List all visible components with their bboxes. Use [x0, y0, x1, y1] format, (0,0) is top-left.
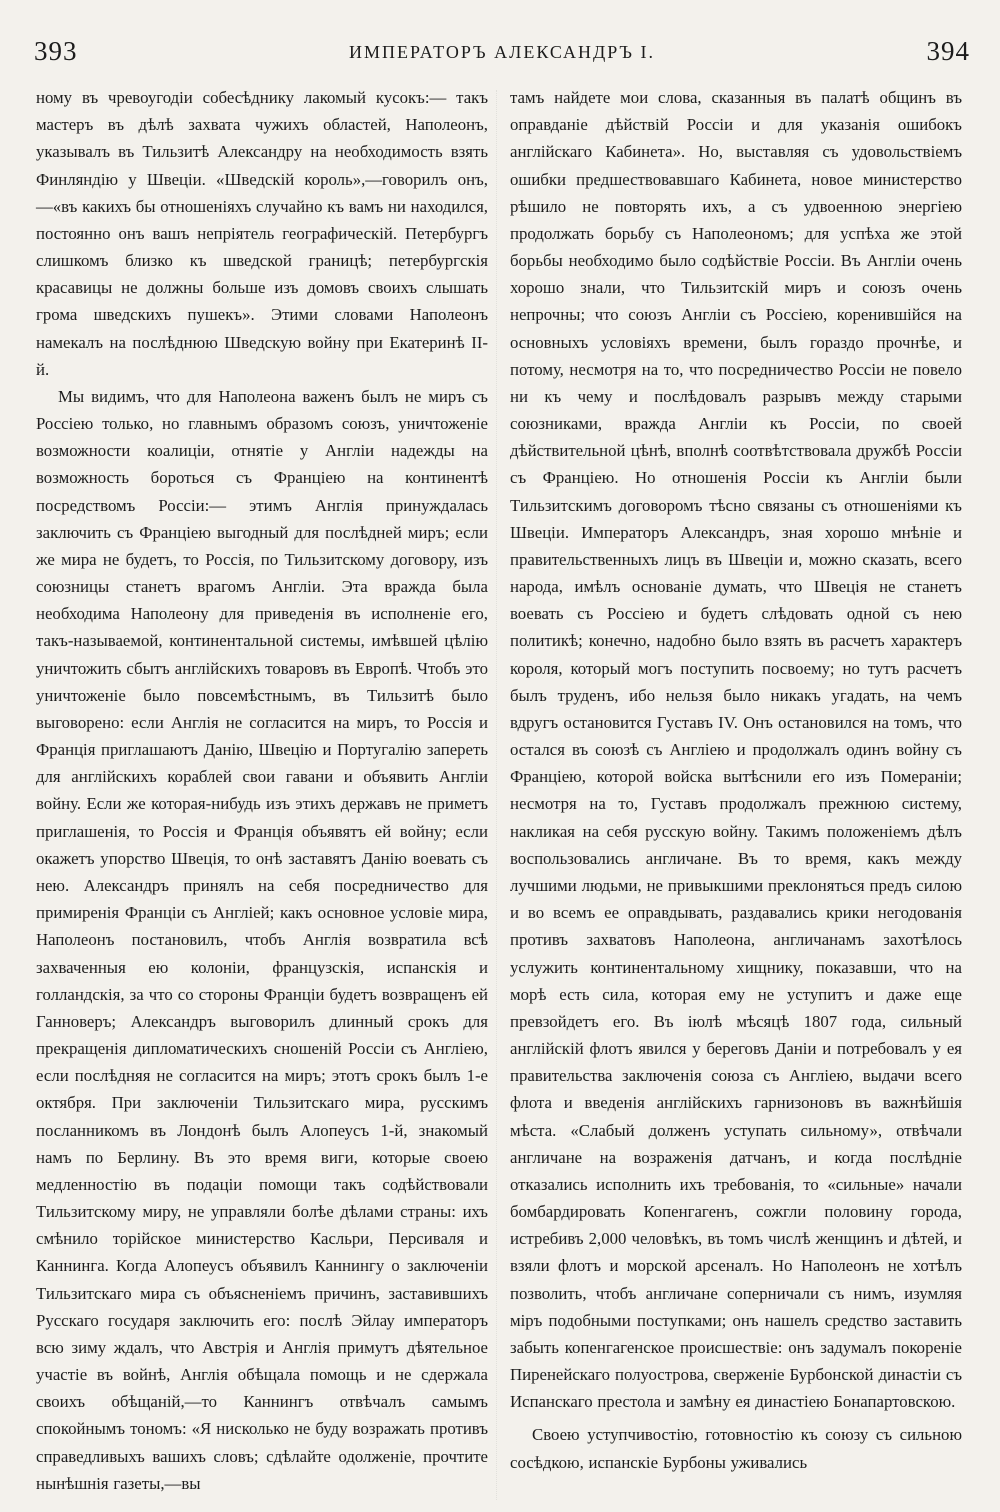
left-paragraph-2: Мы видимъ, что для Наполеона важенъ былъ не миръ съ Россіею только, но главнымъ образомъ союзъ, уничтоженіе возможности коалиціи, отнятіе у Англіи надежды на возможность бороться съ Франціею на континентѣ посредствомъ Россіи:— этимъ Англія принуждалась заключить съ Франціею выгодный для послѣдней миръ; если же мира не будетъ, то Россія, по Тильзитскому договору, изъ союзницы станетъ врагомъ Англіи. Эта вражда была необходима Наполеону для приведенія въ исполненіе его, такъ-называемой, континентальной системы, имѣвшей цѣлію уничтожить сбытъ англійскихъ товаровъ въ Европѣ. Чтобъ это уничтоженіе было повсемѣстнымъ, въ Тильзитѣ было выговорено: если Англія не согласится на миръ, то Россія и Франція приглашаютъ Данію, Швецію и Португалію запереть для англійскихъ кораблей свои гавани и объявить Англіи войну. Если же которая-нибудь изъ этихъ державъ не приметъ приглашенія, то Россія и Франція объявятъ ей войну; если окажетъ упорство Швеція, то онѣ заставятъ Данію воевать съ нею. Александръ принялъ на себя посредничество для примиренія Франціи съ Англіей; какъ основное условіе мира, Наполеонъ постановилъ, чтобъ Англія возвратила всѣ захваченныя ею колоніи, французскія, испанскія и голландскія, за что со стороны Франціи будетъ возвращенъ ей Ганноверъ; Александръ выговорилъ длинный срокъ для прекращенія дипломатическихъ сношеній Россіи съ Англіею, если послѣдняя не согласится на миръ; этотъ срокъ былъ 1-е октября. При заключеніи Тильзитскаго мира, русскимъ посланникомъ въ Лондонѣ былъ Алопеусъ 1-й, знакомый намъ по Берлину. Въ это время виги, которые своею медленностію въ подаціи помощи такъ содѣйствовали Тильзитскому миру, не управляли болѣе дѣлами страны: ихъ смѣнило торійское министерство Касльри, Персиваля и Каннинга. Когда Алопеусъ объявилъ Каннингу о заключеніи Тильзитскаго мира съ объясненіемъ причинъ, заставившихъ Русскаго государя заключить его: послѣ Эйлау императоръ всю зиму ждалъ, что Австрія и Англія примутъ дѣятельное участіе въ войнѣ, Англія обѣщала помощь и не сдержала своихъ обѣщаній,—то Каннингъ отвѣчалъ самымъ спокойнымъ тономъ: «Я нисколько не буду возражать противъ справедливыхъ вашихъ словъ; сдѣлайте одолженіе, прочтите нынѣшнія газеты,—вы [36, 386, 488, 1493]
page-header [34, 36, 970, 70]
left-paragraph-1: ному въ чревоугодіи собесѣднику лакомый кусокъ:— такъ мастеръ въ дѣлѣ захвата чужихъ областей, Наполеонъ, указывалъ въ Тильзитѣ Александру на необходимость взять Финляндію у Швеціи. «Шведскій король»,—говорилъ онъ,—«въ какихъ бы отношеніяхъ случайно къ вамъ ни находился, постоянно онъ вашъ непріятель географическій. Петербургъ слишкомъ близко къ шведской границѣ; петербургскія красавицы не должны больше изъ домовъ своихъ слышать грома шведскихъ пушекъ». Этими словами Наполеонъ намекалъ на послѣднюю Шведскую войну при Екатеринѣ II-й. [36, 88, 488, 379]
page-number-left: 393 [34, 36, 78, 66]
column-gutter [496, 90, 497, 1500]
left-column [36, 84, 488, 1497]
running-title: ИМПЕРАТОРЪ АЛЕКСАНДРЪ I. [349, 42, 655, 62]
page-number-right: 394 [926, 36, 970, 66]
right-paragraph-1: тамъ найдете мои слова, сказанныя въ палатѣ общинъ въ оправданіе дѣйствій Россіи и для указанія ошибокъ англійскаго Кабинета». Но, выставляя съ удовольствіемъ ошибки предшествовавшаго Кабинета, новое министерство рѣшило не повторять ихъ, а съ удвоенною энергіею продолжать борьбу съ Наполеономъ; для успѣха же этой борьбы необходимо было содѣйствіе Россіи. Въ Англіи очень хорошо знали, что Тильзитскій миръ и союзъ очень непрочны; что союзъ Англіи съ Россіею, коренившійся на основныхъ условіяхъ времени, былъ гораздо прочнѣе, и потому, несмотря на то, что посредничество Россіи не повело ни къ чему и послѣдовалъ разрывъ между старыми союзниками, вражда Англіи къ Россіи, по своей дѣйствительной цѣнѣ, вполнѣ соотвѣтствовала дружбѣ Россіи съ Франціею. Но отношенія Россіи къ Англіи были Тильзитскимъ договоромъ тѣсно связаны съ отношеніями къ Швеціи. Императоръ Александръ, зная хорошо мнѣніе и правительственныхъ лицъ въ Швеціи и, можно сказать, всего народа, имѣлъ основаніе думать, что Швеція не станетъ воевать съ Россіею и будетъ слѣдовать одной съ нею политикѣ; конечно, надобно было взять въ расчетъ характеръ короля, который могъ поступить посвоему; но тутъ расчетъ былъ труденъ, ибо нельзя было никакъ угадать, на чемъ вдругъ остановится Густавъ IV. Онъ остановился на томъ, что остался въ союзѣ съ Англіею и продолжалъ одинъ войну съ Франціею, которой войска вытѣснили его изъ Помераніи; несмотря на то, Густавъ продолжалъ прежнюю систему, накликая на себя русскую войну. Такимъ положеніемъ дѣлъ воспользовались англичане. Въ то время, какъ между лучшими людьми, не привыкшими преклоняться предъ силою и во всемъ ее оправдывать, раздавались крики негодованія противъ захватовъ Наполеона, англичанамъ захотѣлось услужить континентальному хищнику, показавши, что на морѣ есть сила, которая ему не уступитъ и даже еще превзойдетъ его. Въ іюлѣ мѣсяцѣ 1807 года, сильный англійскій флотъ явился у береговъ Даніи и потребовалъ у ея правительства заключенія союза съ Англіею, выдачи всего флота и введенія англійскихъ гарнизоновъ въ важнѣйшія мѣста. «Слабый долженъ уступать сильному», отвѣчали англичане на возраженія датчанъ, и когда послѣдніе отказались исполнить ихъ требованія, то «сильные» начали бомбардировать Копенгагенъ, сожгли половину города, истребивъ 2,000 человѣкъ, въ томъ числѣ женщинъ и дѣтей, и взяли флотъ и морской арсеналъ. Но Наполеонъ не хотѣлъ позволить, чтобъ англичане соперничали съ нимъ, изумляя міръ подобными поступками; онъ нашелъ средство заставить забыть копенгагенское происшествіе: онъ задумалъ покореніе Пиренейскаго полуострова, сверженіе Бурбонской династіи съ Испанскаго престола и замѣну ея династіею Бонапартовскою. [510, 88, 962, 1412]
right-column [510, 84, 962, 1476]
right-paragraph-2: Своею уступчивостію, готовностію къ союзу съ сильною сосѣдкою, испанскіе Бурбоны уживались [510, 1425, 962, 1472]
